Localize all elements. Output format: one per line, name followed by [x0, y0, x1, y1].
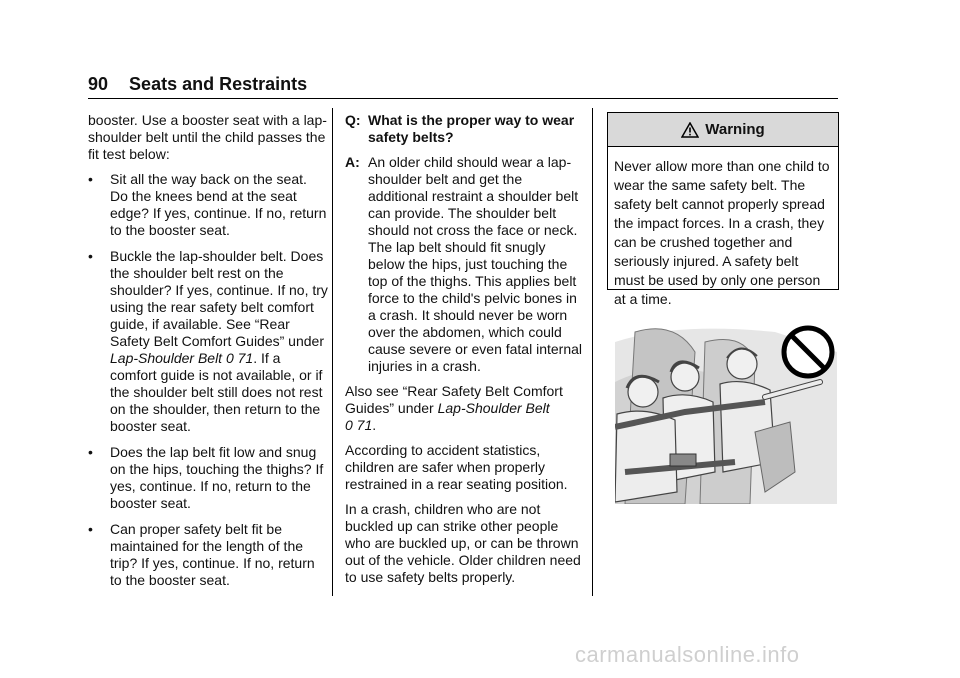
watermark: carmanualsonline.info [575, 642, 800, 667]
bullet-glyph: • [88, 444, 93, 460]
page-header [88, 74, 307, 95]
also-see-text [345, 383, 585, 434]
header-rule [88, 98, 838, 99]
bullet-item [88, 248, 328, 435]
section-title: Seats and Restraints [129, 74, 308, 94]
column-divider [332, 108, 333, 596]
warning-title: Warning [705, 121, 765, 138]
bullet-glyph: • [88, 521, 93, 537]
warning-body: Never allow more than one child to wear the same safety belt. The safety belt cannot properly spread the impact forces. In a crash, they can be crushed together and seriously injured. A safety belt must be used by only one person at a time. [614, 158, 830, 307]
warning-triangle-icon [681, 122, 699, 138]
bullet-glyph: • [88, 248, 93, 264]
page-reference[interactable]: 0 71 [225, 350, 254, 366]
column-middle [345, 112, 585, 594]
bullet-item [88, 521, 328, 589]
warning-header [608, 113, 838, 147]
bullet-text-cont: . If a comfort guide is not available, or if the shoulder belt still does not rest on the shoulder, then return to the booster seat. [110, 350, 323, 434]
also-see-post: . [372, 417, 377, 433]
bullet-text: Does the lap belt fit low and snug on the hips, touching the thighs? If yes, continue. If no, return to the booster seat. [110, 444, 324, 511]
cross-reference-title[interactable]: Lap-Shoulder Belt [110, 350, 223, 366]
answer-tag: A: [345, 154, 360, 170]
page-number: 90 [88, 74, 109, 94]
bullet-text: Buckle the lap-shoulder belt. Does the shoulder belt rest on the shoulder? If yes, continue. If no, try using the rear safety belt comfort guide, if available. See “Rear Safety Belt Comfort Guides” under [110, 248, 328, 349]
page-reference[interactable]: 0 71 [345, 417, 373, 433]
column-left [88, 112, 328, 598]
crash-paragraph: In a crash, children who are not buckled up can strike other people who are buckled up, or can be thrown out of the vehicle. Older children need to use safety belts properly. [345, 501, 581, 585]
also-see-pre: Also see “Rear Safety Belt Comfort Guides” under [345, 383, 563, 416]
bullet-item [88, 171, 328, 239]
column-divider [592, 108, 593, 596]
intro-text: booster. Use a booster seat with a lap-shoulder belt until the child passes the fit test below: [88, 112, 327, 162]
bullet-text: Can proper safety belt fit be maintained for the length of the trip? If yes, continue. If no, return to the booster seat. [110, 521, 315, 588]
question [345, 112, 585, 146]
bullet-item [88, 444, 328, 512]
safety-belt-illustration [615, 322, 837, 504]
cross-reference-title[interactable]: Lap-Shoulder Belt [437, 400, 550, 416]
answer [345, 154, 585, 375]
no-symbol-icon [784, 328, 832, 376]
question-tag: Q: [345, 112, 361, 128]
bullet-text: Sit all the way back on the seat. Do the knees bend at the seat edge? If yes, continue. If no, return to the booster seat. [110, 171, 327, 238]
bullet-glyph: • [88, 171, 93, 187]
statistics-paragraph: According to accident statistics, children are safer when properly restrained in a rear seating position. [345, 442, 568, 492]
warning-box [607, 112, 839, 307]
answer-text: An older child should wear a lap-shoulder belt and get the additional restraint a shoulder belt can provide. The shoulder belt should not cross the face or neck. The lap belt should fit snugly below the hips, just touching the top of the thighs. This applies belt force to the child's pelvic bones in a crash. It should never be worn over the abdomen, which could cause severe or even fatal internal injuries in a crash. [368, 154, 583, 374]
question-text: What is the proper way to wear safety belts? [368, 112, 575, 145]
